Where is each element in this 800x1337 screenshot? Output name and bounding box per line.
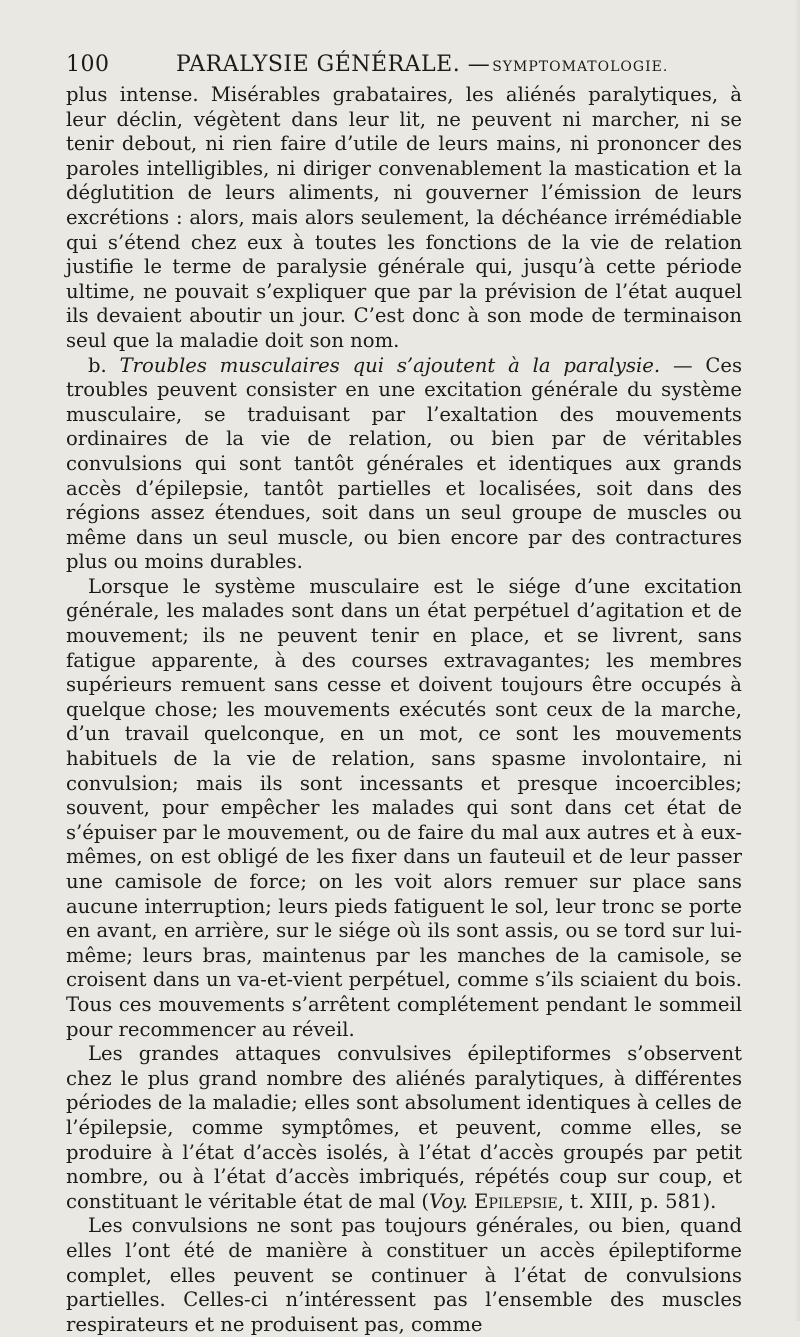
section-heading: Troubles musculaires qui s’ajoutent à la paralysie.: [119, 353, 661, 377]
cross-reference-voy: Voy.: [429, 1189, 468, 1213]
paragraph-2: [66, 354, 742, 575]
paragraph-5: Les convulsions ne sont pas toujours générales, ou bien, quand elles l’ont été de manière à constituer un accès épileptiforme complet, elles peuvent se continuer à l’état de convulsions partielles. Celles-ci n’intéressent pas l’ensemble des muscles respirateurs et ne produisent pas, comme: [66, 1214, 742, 1336]
cross-reference-location: , t. XIII, p. 581).: [557, 1189, 717, 1213]
running-subtitle: SYMPTOMATOLOGIE.: [492, 59, 669, 75]
paragraph-3: Lorsque le système musculaire est le siége d’une excitation générale, les malades sont dans un état perpétuel d’agitation et de mouvement; ils ne peuvent tenir en place, et se livrent, sans fatigue apparente, à des courses extravagantes; les membres supérieurs remuent sans cesse et doivent toujours être occupés à quelque chose; les mouvements exécutés sont ceux de la marche, d’un travail quelconque, en un mot, ce sont les mouvements habituels de la vie de relation, sans spasme involontaire, ni convulsion; mais ils sont incessants et presque incoercibles; souvent, pour empêcher les malades qui sont dans cet état de s’épuiser par le mouvement, ou de faire du mal aux autres et à eux-mêmes, on est obligé de les fixer dans un fauteuil et de leur passer une camisole de force; on les voit alors remuer sur place sans aucune interruption; leurs pieds fatiguent le sol, leur tronc se porte en avant, en arrière, sur le siége où ils sont assis, ou se tord sur lui-même; leurs bras, maintenus par les manches de la camisole, se croisent dans un va-et-vient perpétuel, comme s’ils sciaient du bois. Tous ces mouvements s’arrêtent complétement pendant le sommeil pour recommencer au réveil.: [66, 574, 742, 1041]
paragraph-1: plus intense. Misérables grabataires, les aliénés paralytiques, à leur déclin, végètent dans leur lit, ne peuvent ni marcher, ni se tenir debout, ni rien faire d’utile de leurs mains, ni prononcer des paroles intelligibles, ni diriger convenablement la mastication et la déglutition de leurs aliments, ni gouverner l’émission de leurs excrétions : alors, mais alors seulement, la déchéance irrémédiable qui s’étend chez eux à toutes les fonctions de la vie de relation justifie le terme de paralysie générale qui, jusqu’à cette période ultime, ne pouvait s’expliquer que par la prévision de l’état auquel ils devaient aboutir un jour. C’est donc à son mode de terminaison seul que la maladie doit son nom.: [66, 83, 742, 352]
scan-edge-shadow: [794, 0, 800, 1321]
paragraph-4-text: Les grandes attaques convulsives épileptiformes s’observent chez le plus grand nombre des aliénés paralytiques, à différentes périodes de la maladie; elles sont absolument identiques à celles de l’épilepsie, comme symptômes, et peuvent, comme elles, se produire à l’état d’accès isolés, à l’état d’accès groupés par petit nombre, ou à l’état d’accès imbriqués, répétés coup sur coup, et constituant le véritable état de mal (: [66, 1042, 742, 1213]
running-header: [66, 52, 742, 77]
page-number: 100: [66, 52, 110, 77]
cross-reference-title: Epilepsie: [474, 1189, 558, 1213]
paragraph-4: [66, 1042, 742, 1214]
running-title: PARALYSIE GÉNÉRALE. —: [176, 52, 491, 77]
section-label: b.: [88, 353, 120, 377]
body-text: [66, 83, 742, 1337]
paragraph-2-body: — Ces troubles peuvent consister en une excitation générale du système musculaire, se traduisant par l’exaltation des mouvements ordinaires de la vie de relation, ou bien par de véritables convulsions qui sont tantôt générales et identiques aux grands accès d’épilepsie, tantôt partielles et localisées, soit dans des régions assez étendues, soit dans un seul groupe de muscles ou même dans un seul muscle, ou bien encore par des contractures plus ou moins durables.: [66, 353, 742, 574]
